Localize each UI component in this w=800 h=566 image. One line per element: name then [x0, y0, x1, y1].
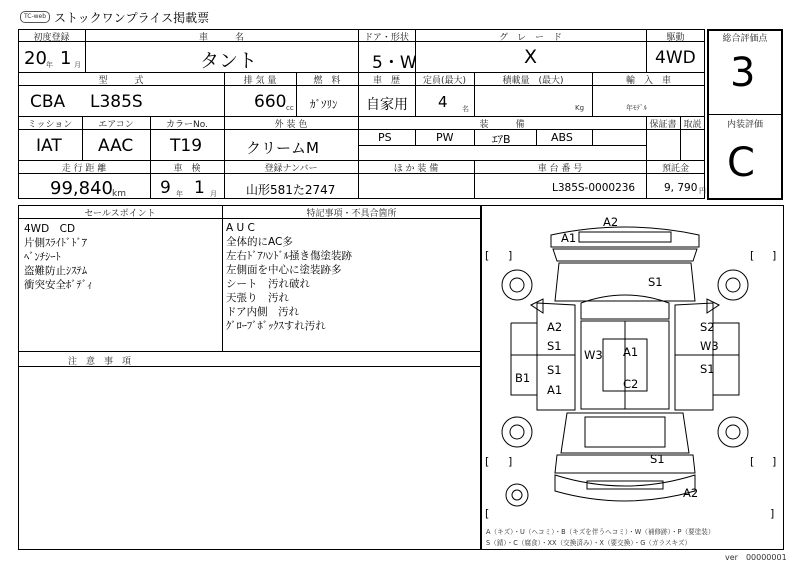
inspection-month: 1: [194, 178, 205, 198]
overall-score-value: 3: [730, 50, 756, 96]
label-equipment: 装 備: [479, 120, 525, 130]
label-cautions: 注 意 事 項: [67, 357, 131, 367]
first-reg-month: 1: [60, 48, 72, 69]
capacity-value: 4: [438, 93, 448, 111]
mark-s1-bottom: S1: [650, 452, 665, 466]
version-label: ver 00000001: [725, 553, 787, 562]
label-sales-points: セールスポイント: [84, 209, 156, 219]
bracket-open-2: [: [750, 249, 755, 262]
type-model: L385S: [90, 92, 143, 112]
label-inspection: 車 検: [173, 164, 201, 174]
mark-a1-center: A1: [623, 345, 639, 359]
remark-6: 天張り 汚れ: [226, 292, 289, 304]
bracket-close-2: ]: [772, 249, 777, 262]
legend-line-1: A（キズ）・U（ヘコミ）・B（キズを伴うヘコミ）・W（補修跡）・P（要塗装）: [486, 528, 715, 536]
label-car-name: 車 名: [198, 33, 244, 43]
mark-a2-top: A2: [603, 215, 619, 229]
grade-value: X: [524, 46, 538, 68]
mark-a2-left: A2: [547, 320, 563, 334]
sales-point-3: ﾍﾞﾝﾁｼｰﾄ: [24, 251, 61, 263]
bracket-open-5: [: [485, 507, 490, 520]
label-chassis-no: 車 台 番 号: [537, 164, 583, 174]
label-deposit: 預託金: [661, 164, 689, 174]
label-type: 型 式: [98, 76, 144, 86]
type-prefix: CBA: [30, 92, 66, 112]
legend-line-2: S（錆）・C（腐食）・XX（交換済み）・X（要交換）・G（ガラスキズ）: [486, 539, 692, 547]
deposit-unit: 円: [699, 187, 706, 195]
bracket-open-3: [: [485, 455, 490, 468]
door-shape: 5・W: [372, 53, 417, 73]
mark-s1-left2: S1: [547, 363, 562, 377]
exterior-color-value: クリームM: [246, 139, 319, 157]
first-reg-month-unit: 月: [74, 61, 81, 69]
mark-s1-right: S1: [700, 362, 715, 376]
remark-8: ｸﾞﾛｰﾌﾞﾎﾞｯｸｽすれ汚れ: [226, 320, 326, 332]
displacement-unit: cc: [286, 104, 294, 112]
label-interior-score: 内装評価: [726, 120, 763, 130]
label-displacement: 排 気 量: [243, 76, 277, 86]
inspection-month-unit: 月: [210, 190, 217, 198]
mark-a2-bottom: A2: [683, 486, 699, 500]
inspection-year-unit: 年: [176, 190, 183, 198]
capacity-unit: 名: [462, 105, 469, 113]
label-grade: グ レ ー ド: [498, 33, 562, 43]
label-remarks: 特記事項・不具合箇所: [306, 209, 397, 219]
bracket-open-1: [: [485, 249, 490, 262]
color-no-value: T19: [170, 136, 203, 156]
mark-w3-left: W3: [584, 348, 603, 362]
label-warranty: 保証書: [649, 120, 677, 130]
bracket-close-4: ]: [772, 455, 777, 468]
chassis-no-value: L385S-0000236: [552, 182, 636, 194]
sales-point-1: 4WD CD: [24, 223, 76, 235]
bracket-close-1: ]: [508, 249, 513, 262]
page-title: ストックワンプライス掲載票: [54, 11, 210, 25]
mileage-value: 99,840: [50, 178, 113, 199]
equip-1: PS: [378, 131, 392, 144]
label-aircon: エアコン: [98, 120, 134, 130]
drive-value: 4WD: [655, 48, 696, 68]
label-mission: ミッション: [27, 120, 73, 130]
label-manual: 取説: [683, 120, 702, 130]
logo: TC-web: [20, 11, 50, 23]
label-other-equipment: ほ か 装 備: [393, 164, 439, 174]
mark-w3-right: W3: [700, 339, 719, 353]
remark-7: ドア内側 汚れ: [226, 306, 300, 318]
inspection-year: 9: [160, 178, 171, 198]
label-door-shape: ドア・形状: [364, 33, 409, 43]
label-first-reg: 初度登録: [33, 33, 70, 43]
mission-value: IAT: [36, 136, 62, 156]
label-mileage: 走 行 距 離: [61, 164, 107, 174]
deposit-value: 9, 790: [664, 182, 698, 194]
remark-5: シート 汚れ破れ: [226, 278, 310, 290]
remark-3: 左右ﾄﾞｱﾊﾝﾄﾞﾙ掻き傷塗装跡: [226, 250, 352, 262]
remark-1: A U C: [226, 222, 255, 234]
plate-value: 山形581た2747: [246, 183, 336, 197]
label-plate: 登録ナンバー: [264, 164, 318, 174]
mark-s1-left: S1: [547, 339, 562, 353]
mark-s2-right: S2: [700, 320, 715, 334]
fuel-value: ｶﾞｿﾘﾝ: [310, 98, 338, 111]
sales-point-5: 衝突安全ﾎﾞﾃﾞｨ: [24, 279, 93, 291]
first-reg-year-unit: 年: [46, 61, 53, 69]
mark-a1-left2: A1: [547, 383, 563, 397]
label-import: 輸 入 車: [625, 76, 671, 86]
displacement-value: 660: [254, 92, 287, 112]
label-car-history: 車 歴: [372, 76, 400, 86]
remark-2: 全体的にAC多: [226, 236, 293, 248]
mark-b1-left: B1: [515, 371, 531, 385]
label-fuel: 燃 料: [313, 76, 341, 86]
bracket-close-5: ]: [770, 507, 775, 520]
mark-a1-top: A1: [561, 231, 577, 245]
equip-2: PW: [436, 131, 454, 144]
label-drive: 駆動: [666, 33, 685, 43]
remark-4: 左側面を中心に塗装跡多: [226, 264, 342, 276]
label-color-no: カラーNo.: [166, 120, 208, 130]
load-unit: Kg: [575, 104, 585, 112]
import-note: 年ﾓﾃﾞﾙ: [626, 104, 647, 112]
label-load: 積載量 (最大): [502, 76, 564, 86]
label-exterior-color: 外 装 色: [274, 120, 308, 130]
sales-point-4: 盗難防止ｼｽﾃﾑ: [24, 265, 87, 277]
bracket-close-3: ]: [508, 455, 513, 468]
car-name: タント: [200, 50, 258, 72]
mark-s1-top: S1: [648, 275, 663, 289]
first-reg-year: 20: [24, 48, 47, 69]
equip-3: ｴｱB: [492, 133, 511, 146]
interior-score-value: C: [727, 140, 755, 186]
label-overall-score: 総合評価点: [722, 34, 768, 44]
mileage-unit: km: [112, 189, 126, 199]
equip-4: ABS: [551, 131, 573, 144]
mark-c2-center: C2: [623, 377, 639, 391]
car-history-value: 自家用: [366, 97, 408, 113]
bracket-open-4: [: [750, 455, 755, 468]
aircon-value: AAC: [98, 136, 134, 156]
label-capacity: 定員(最大): [422, 76, 467, 86]
sales-point-2: 片側ｽﾗｲﾄﾞﾄﾞｱ: [24, 237, 87, 249]
